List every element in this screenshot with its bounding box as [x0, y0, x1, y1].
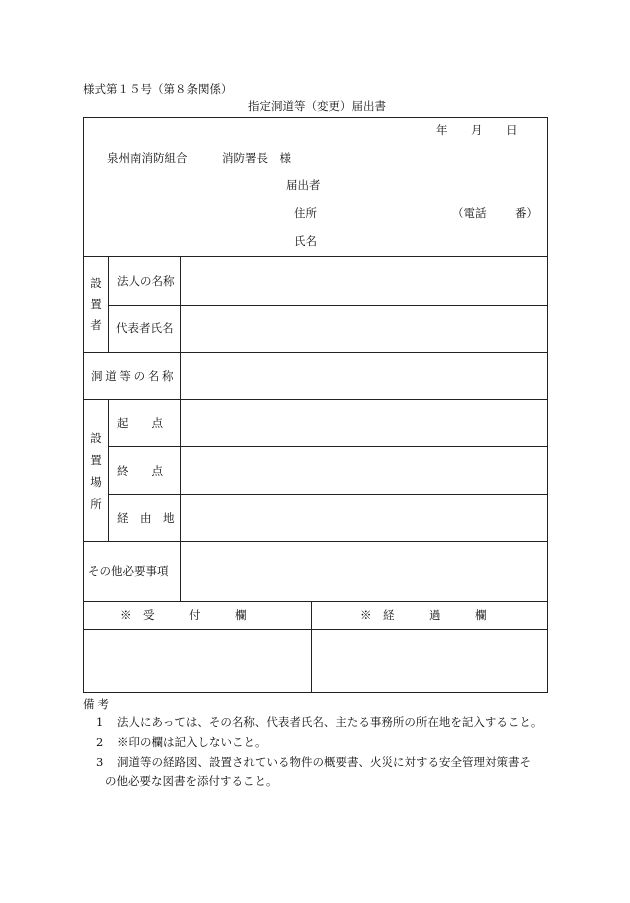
date-day-label: 日: [506, 123, 518, 137]
installer-char-3: 者: [90, 318, 102, 332]
note-2-number: 2: [96, 735, 104, 749]
route-label: 経 由 地: [117, 511, 175, 525]
date-month-label: 月: [471, 123, 483, 137]
form-title: 指定洞道等（変更）届出書: [248, 99, 386, 113]
installer-char-2: 置: [90, 297, 102, 311]
note-1-number: 1: [96, 715, 104, 729]
location-char-2: 置: [90, 453, 102, 467]
note-3-number: 3: [96, 755, 104, 769]
corp-name-label: 法人の名称: [117, 274, 175, 288]
note-1-text: 法人にあっては、その名称、代表者氏名、主たる事務所の所在地を記入すること。: [117, 715, 543, 729]
name-label: 氏名: [294, 234, 317, 248]
location-char-4: 所: [90, 497, 102, 511]
phone-open-label: （電話: [452, 206, 487, 220]
reception-column-label: ※ 受 付 欄: [120, 608, 247, 622]
note-2-text: ※印の欄は記入しないこと。: [117, 735, 267, 749]
date-year-label: 年: [436, 123, 448, 137]
note-3-text: 洞道等の経路図、設置されている物件の概要書、火災に対する安全管理対策書そ: [117, 755, 531, 769]
end-point-label: 終 点: [117, 464, 163, 478]
location-group-label: [84, 430, 108, 512]
address-label: 住所: [294, 206, 317, 220]
note-3-continuation: の他必要な図書を添付すること。: [105, 774, 278, 788]
progress-column-label: ※ 経 過 欄: [360, 608, 487, 622]
rep-name-label: 代表者氏名: [116, 321, 174, 335]
submitter-label: 届出者: [286, 178, 321, 192]
start-point-label: 起 点: [117, 416, 163, 430]
installer-char-1: 設: [90, 276, 102, 290]
addressee: 泉州南消防組合 消防署長 様: [107, 151, 291, 165]
form-number: 様式第１５号（第８条関係）: [83, 82, 233, 96]
tunnel-name-label: 洞 道 等 の 名 称: [91, 369, 175, 383]
notes-heading: 備考: [83, 697, 112, 711]
location-char-3: 場: [90, 475, 102, 489]
other-matters-label: その他必要事項: [88, 564, 169, 578]
location-char-1: 設: [90, 431, 102, 445]
phone-close-label: 番）: [515, 206, 538, 220]
form-table: [83, 117, 548, 693]
installer-group-label: [84, 275, 108, 333]
